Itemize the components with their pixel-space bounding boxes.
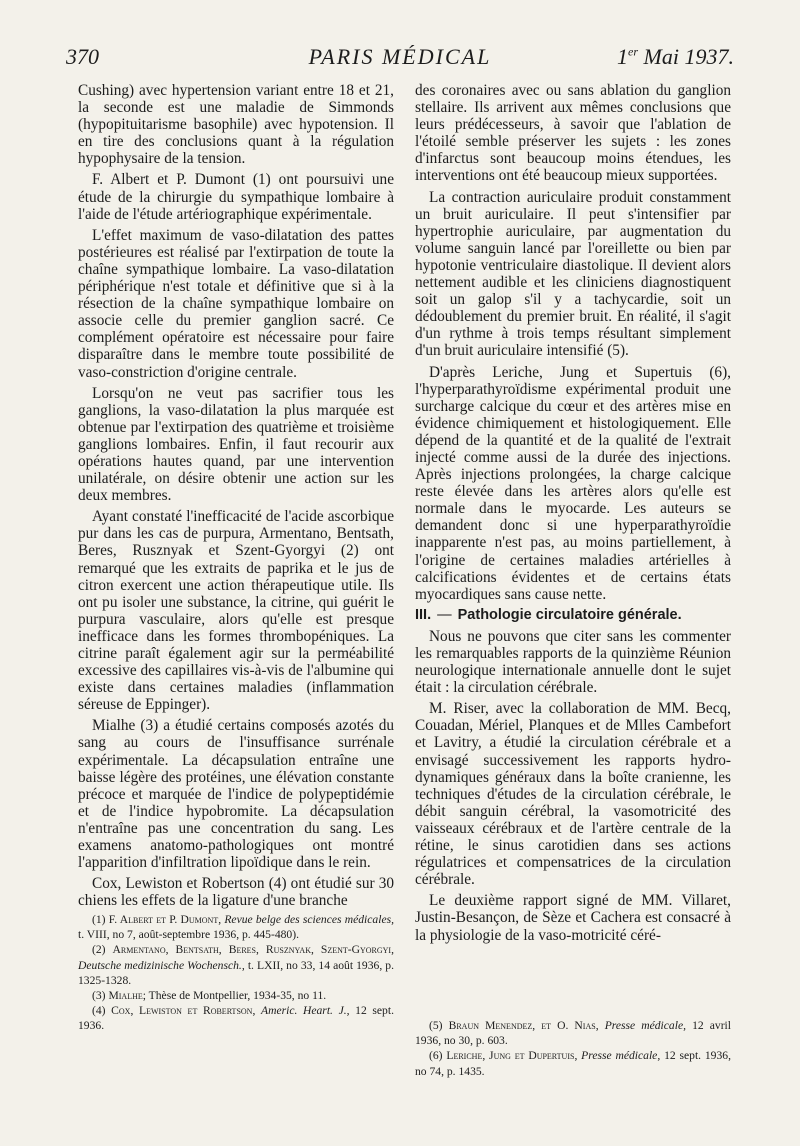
paragraph: Lorsqu'on ne veut pas sacrifier tous les ganglions, la vaso-dilatation la plus marquée est obtenue par l'extirpation des quatrième et troisième ganglions lombaires. Enfin, il faut recourir aux opérations hautes quand, par une intervention unilatérale, on désire obtenir une action sur les deux membres. xyxy=(78,384,394,505)
left-column xyxy=(78,82,394,909)
footnotes-right xyxy=(415,1018,731,1079)
footnote-authors: Armentano, Bentsath, Beres, Rusznyak, Szent-Gyorgyi, xyxy=(112,943,394,957)
footnote-authors: Braun Menendez, et O. Nias, xyxy=(448,1019,599,1032)
paragraph: La contraction auriculaire produit constamment un bruit auriculaire. Il peut s'intensifier par hypertrophie auriculaire, par augmentation du volume sanguin lancé par l'oreillette ou bien par hypotonie ventriculaire diastolique. Il devient alors nettement audible et les cliniciens diagnostiquent soit un galop s'il y a tachycardie, soit un dédoublement du premier bruit. En réalité, il s'agit d'un rythme à trois temps résultant simplement d'un bruit auriculaire intensifié (5). xyxy=(415,188,731,360)
footnote-authors: F. Albert et P. Dumont, xyxy=(108,913,222,926)
footnote-number: (4) xyxy=(92,1004,106,1018)
footnote-number: (2) xyxy=(92,943,106,957)
paragraph: Mialhe (3) a étudié certains composés azotés du sang au cours de l'insuffisance surrénale expérimentale. La décapsulation entraîne une baisse légère des protéines, une élévation constante précoce et marquée de l'indice de polypeptidémie et de l'indice hypobromite. La décapsulation n'entraîne pas une concentration du sang. Les examens anatomo-pathologiques ont montré l'apparition d'infiltration lipoïdique dans le rein. xyxy=(78,717,394,872)
footnote-reference: t. LXII, no 33, 14 août 1936, p. 1325-1328. xyxy=(78,958,394,987)
footnote xyxy=(415,1018,731,1048)
paragraph: Cox, Lewiston et Robertson (4) ont étudié sur 30 chiens les effets de la ligature d'une branche xyxy=(78,875,394,910)
footnote-authors: Cox, Lewiston et Robertson, xyxy=(111,1004,256,1018)
footnote-number: (5) xyxy=(429,1019,443,1032)
section-heading xyxy=(415,607,731,624)
paragraph: Nous ne pouvons que citer sans les commenter les remarquables rapports de la quinzième Réunion neurologique internationale annuelle dont le sujet était : la circulation cérébrale. xyxy=(415,627,731,697)
date-month-year: Mai 1937. xyxy=(643,44,734,69)
footnote-reference: t. VIII, no 7, août-septembre 1936, p. 445-480). xyxy=(78,928,299,942)
footnote-reference: 12 sept. 1936. xyxy=(78,1004,394,1033)
page-number: 370 xyxy=(66,44,99,69)
date-day: 1 xyxy=(617,44,629,69)
footnote xyxy=(415,1048,731,1078)
footnote-reference: 12 sept. 1936, no 74, p. 1435. xyxy=(415,1049,731,1078)
paragraph: L'effet maximum de vaso-dilatation des pattes postérieures est réalisé par l'extirpation de toute la chaîne sympathique lombaire. La vaso-dilatation périphérique n'est totale et définitive que si à la résection de la chaîne sympathique lombaire on associe celle du premier ganglion sacré. Ce complément opératoire est nécessaire pour faire disparaître dans le membre toute possibilité de vaso-constriction d'origine centrale. xyxy=(78,226,394,381)
footnote xyxy=(78,942,394,988)
running-header xyxy=(66,44,734,78)
footnote-number: (1) xyxy=(92,913,106,926)
date-ordinal: er xyxy=(628,44,639,59)
footnote-journal: Americ. Heart. J., xyxy=(260,1004,350,1018)
paragraph: Le deuxième rapport signé de MM. Villaret, Justin-Besançon, de Sèze et Cachera est consacré à la physiologie de la vaso-motricité céré- xyxy=(415,892,731,944)
section-number: III. xyxy=(415,606,432,623)
footnote-reference: 12 avril 1936, no 30, p. 603. xyxy=(415,1019,731,1048)
section-title: Pathologie circulatoire générale. xyxy=(457,606,682,623)
footnote xyxy=(78,1003,394,1033)
footnote-journal: Revue belge des sciences médicales, xyxy=(224,913,394,926)
footnote-authors: Mialhe; xyxy=(108,989,146,1003)
footnote-number: (3) xyxy=(92,989,106,1003)
paragraph: D'après Leriche, Jung et Supertuis (6), l'hyperparathyroïdisme expérimental produit une surcharge calcique du cœur et des artères mise en évidence chimiquement et histologiquement. Elle dépend de la quantité et de la qualité de l'extrait injecté comme aussi de la durée des injections. Après injections prolongées, la charge calcique reste élevée dans les artères alors qu'elle est normale dans le myocarde. Les auteurs se demandent donc si une hyperparathyroïdie inapparente n'est pas, au moins partiellement, à l'origine de certaines maladies artérielles à calcifications évidentes et de certains états myocardiques sans cause nette. xyxy=(415,363,731,603)
footnote-journal: Deutsche medizinische Wochensch., xyxy=(78,958,245,972)
footnotes-left xyxy=(78,912,394,1034)
right-column xyxy=(415,82,731,944)
paragraph: Cushing) avec hypertension variant entre 18 et 21, la seconde est une maladie de Simmonds (hypopituitarisme basophile) avec hypotension. Il en tire des conclusions quant à la régulation hypophysaire de la tension. xyxy=(78,82,394,168)
footnote-authors: Leriche, Jung et Dupertuis, xyxy=(446,1049,578,1063)
journal-title: PARIS MÉDICAL xyxy=(308,44,492,69)
footnote-number: (6) xyxy=(429,1049,443,1063)
paragraph: des coronaires avec ou sans ablation du ganglion stellaire. Ils arrivent aux mêmes conclusions que leurs prédécesseurs, à savoir que l'ablation de l'étoilé semble préserver les sujets : les zones d'infarctus sont beaucoup moins étendues, les interventions ont été beaucoup mieux supportées. xyxy=(415,82,731,185)
footnote-journal: Presse médicale, xyxy=(581,1049,661,1063)
footnote xyxy=(78,988,394,1003)
footnote-journal: Presse médicale, xyxy=(604,1019,686,1032)
paragraph: M. Riser, avec la collaboration de MM. Becq, Couadan, Mériel, Planques et de Mlles Cambefort et Lavitry, a étudié la circulation cérébrale et a envisagé successivement les rapports hydro-dynamiques généraux dans la boîte cranienne, les techniques d'études de la circulation cérébrale, le débit sanguin cérébral, la vasomotricité des vaisseaux cérébraux et de l'artère centrale de la rétine, le sinus carotidien dans ses actions régulatrices et compensatrices de la circulation cérébrale. xyxy=(415,700,731,889)
paragraph: F. Albert et P. Dumont (1) ont poursuivi une étude de la chirurgie du sympathique lombaire à l'aide de l'étude artériographique expérimentale. xyxy=(78,171,394,223)
footnote xyxy=(78,912,394,942)
section-dash: — xyxy=(437,606,452,623)
paragraph: Ayant constaté l'inefficacité de l'acide ascorbique pur dans les cas de purpura, Armentano, Bentsath, Beres, Rusznyak et Szent-Gyorgyi (2) ont remarqué que les extraits de paprika et le jus de citron exercent une action thérapeutique utile. Ils ont pu isoler une substance, la citrine, qui guérit le purpura vasculaire, alors qu'elle est presque inefficace dans les formes thrombopéniques. La citrine paraît également agir sur la perméabilité excessive des capillaires vis-à-vis de l'albumine qui existe dans certaines maladies (inflammation séreuse de Eppinger). xyxy=(78,508,394,714)
footnote-reference: Thèse de Montpellier, 1934-35, no 11. xyxy=(148,989,327,1003)
issue-date xyxy=(617,44,734,70)
